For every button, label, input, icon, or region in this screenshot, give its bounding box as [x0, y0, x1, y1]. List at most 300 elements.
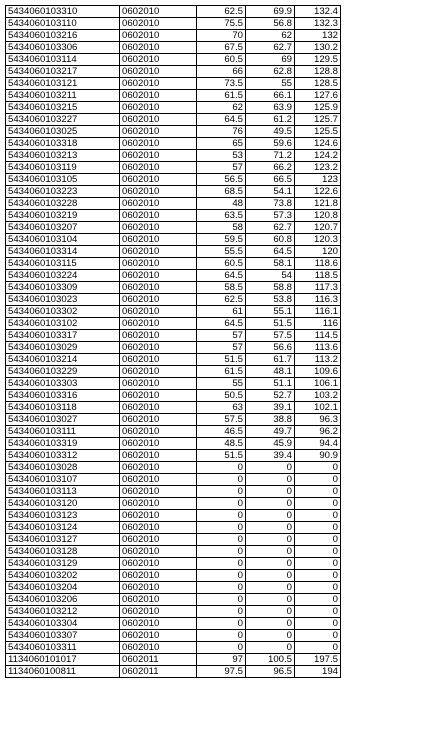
- score-a-cell: 0: [197, 522, 246, 534]
- table-row: [6, 18, 341, 30]
- table-row: [6, 606, 341, 618]
- student-id-cell: 5434060103023: [6, 294, 120, 306]
- student-id-cell: 5434060103227: [6, 114, 120, 126]
- table-row: [6, 522, 341, 534]
- total-cell: 117.3: [295, 282, 341, 294]
- student-id-cell: 5434060103303: [6, 378, 120, 390]
- table-row: [6, 330, 341, 342]
- table-row: [6, 630, 341, 642]
- score-b-cell: 96.5: [246, 666, 295, 678]
- student-id-cell: 5434060103317: [6, 330, 120, 342]
- table-row: [6, 114, 341, 126]
- total-cell: 0: [295, 630, 341, 642]
- score-a-cell: 57: [197, 330, 246, 342]
- student-id-cell: 5434060103304: [6, 618, 120, 630]
- code-cell: 0602010: [120, 486, 197, 498]
- score-a-cell: 0: [197, 558, 246, 570]
- score-b-cell: 62.7: [246, 222, 295, 234]
- table-row: [6, 294, 341, 306]
- score-b-cell: 56.8: [246, 18, 295, 30]
- table-row: [6, 162, 341, 174]
- total-cell: 125.5: [295, 126, 341, 138]
- total-cell: 0: [295, 510, 341, 522]
- score-a-cell: 64.5: [197, 318, 246, 330]
- student-id-cell: 5434060103115: [6, 258, 120, 270]
- code-cell: 0602010: [120, 138, 197, 150]
- table-row: [6, 42, 341, 54]
- score-a-cell: 70: [197, 30, 246, 42]
- table-row: [6, 462, 341, 474]
- score-a-cell: 48.5: [197, 438, 246, 450]
- total-cell: 194: [295, 666, 341, 678]
- score-b-cell: 62.7: [246, 42, 295, 54]
- table-row: [6, 582, 341, 594]
- table-row: [6, 534, 341, 546]
- total-cell: 0: [295, 618, 341, 630]
- table-row: [6, 654, 341, 666]
- score-a-cell: 60.5: [197, 54, 246, 66]
- table-row: [6, 510, 341, 522]
- code-cell: 0602010: [120, 330, 197, 342]
- score-b-cell: 59.6: [246, 138, 295, 150]
- score-a-cell: 64.5: [197, 270, 246, 282]
- score-a-cell: 63: [197, 402, 246, 414]
- total-cell: 128.5: [295, 78, 341, 90]
- student-id-cell: 5434060103129: [6, 558, 120, 570]
- table-row: [6, 138, 341, 150]
- student-id-cell: 5434060103120: [6, 498, 120, 510]
- score-a-cell: 51.5: [197, 450, 246, 462]
- score-a-cell: 61.5: [197, 366, 246, 378]
- total-cell: 197.5: [295, 654, 341, 666]
- score-b-cell: 54: [246, 270, 295, 282]
- total-cell: 120: [295, 246, 341, 258]
- student-id-cell: 5434060103217: [6, 66, 120, 78]
- code-cell: 0602010: [120, 282, 197, 294]
- table-row: [6, 270, 341, 282]
- code-cell: 0602010: [120, 126, 197, 138]
- code-cell: 0602011: [120, 666, 197, 678]
- total-cell: 132.3: [295, 18, 341, 30]
- score-b-cell: 0: [246, 594, 295, 606]
- code-cell: 0602010: [120, 426, 197, 438]
- score-a-cell: 58: [197, 222, 246, 234]
- student-id-cell: 5434060103123: [6, 510, 120, 522]
- table-row: [6, 306, 341, 318]
- total-cell: 116: [295, 318, 341, 330]
- code-cell: 0602010: [120, 30, 197, 42]
- score-a-cell: 61.5: [197, 90, 246, 102]
- table-row: [6, 642, 341, 654]
- total-cell: 0: [295, 486, 341, 498]
- score-b-cell: 69: [246, 54, 295, 66]
- score-b-cell: 52.7: [246, 390, 295, 402]
- score-b-cell: 54.1: [246, 186, 295, 198]
- score-a-cell: 46.5: [197, 426, 246, 438]
- score-a-cell: 57.5: [197, 414, 246, 426]
- score-table-body: [6, 6, 341, 678]
- code-cell: 0602010: [120, 402, 197, 414]
- student-id-cell: 5434060103312: [6, 450, 120, 462]
- score-b-cell: 69.9: [246, 6, 295, 18]
- table-row: [6, 366, 341, 378]
- code-cell: 0602010: [120, 234, 197, 246]
- student-id-cell: 5434060103219: [6, 210, 120, 222]
- table-row: [6, 558, 341, 570]
- table-row: [6, 390, 341, 402]
- table-row: [6, 246, 341, 258]
- score-b-cell: 0: [246, 510, 295, 522]
- total-cell: 0: [295, 594, 341, 606]
- table-row: [6, 258, 341, 270]
- table-row: [6, 378, 341, 390]
- score-a-cell: 56.5: [197, 174, 246, 186]
- student-id-cell: 5434060103302: [6, 306, 120, 318]
- student-id-cell: 5434060103027: [6, 414, 120, 426]
- score-b-cell: 49.5: [246, 126, 295, 138]
- student-id-cell: 5434060103029: [6, 342, 120, 354]
- table-row: [6, 450, 341, 462]
- student-id-cell: 1134060100811: [6, 666, 120, 678]
- score-a-cell: 0: [197, 582, 246, 594]
- student-id-cell: 5434060103314: [6, 246, 120, 258]
- code-cell: 0602010: [120, 342, 197, 354]
- score-b-cell: 0: [246, 618, 295, 630]
- score-a-cell: 50.5: [197, 390, 246, 402]
- score-a-cell: 57: [197, 342, 246, 354]
- student-id-cell: 5434060103211: [6, 90, 120, 102]
- code-cell: 0602010: [120, 546, 197, 558]
- student-id-cell: 5434060103110: [6, 18, 120, 30]
- score-b-cell: 71.2: [246, 150, 295, 162]
- student-id-cell: 5434060103113: [6, 486, 120, 498]
- score-b-cell: 73.8: [246, 198, 295, 210]
- code-cell: 0602010: [120, 42, 197, 54]
- total-cell: 128.8: [295, 66, 341, 78]
- score-b-cell: 0: [246, 522, 295, 534]
- code-cell: 0602010: [120, 498, 197, 510]
- total-cell: 0: [295, 498, 341, 510]
- score-b-cell: 0: [246, 570, 295, 582]
- score-a-cell: 62.5: [197, 294, 246, 306]
- score-a-cell: 68.5: [197, 186, 246, 198]
- score-table: [5, 5, 341, 678]
- table-row: [6, 282, 341, 294]
- code-cell: 0602010: [120, 474, 197, 486]
- student-id-cell: 5434060103207: [6, 222, 120, 234]
- score-a-cell: 0: [197, 534, 246, 546]
- code-cell: 0602010: [120, 162, 197, 174]
- student-id-cell: 5434060103204: [6, 582, 120, 594]
- total-cell: 118.5: [295, 270, 341, 282]
- table-row: [6, 438, 341, 450]
- table-row: [6, 174, 341, 186]
- score-a-cell: 66: [197, 66, 246, 78]
- score-a-cell: 0: [197, 546, 246, 558]
- student-id-cell: 5434060103107: [6, 474, 120, 486]
- total-cell: 120.7: [295, 222, 341, 234]
- student-id-cell: 5434060103105: [6, 174, 120, 186]
- score-b-cell: 0: [246, 558, 295, 570]
- student-id-cell: 5434060103119: [6, 162, 120, 174]
- code-cell: 0602010: [120, 78, 197, 90]
- code-cell: 0602010: [120, 150, 197, 162]
- table-row: [6, 30, 341, 42]
- total-cell: 124.2: [295, 150, 341, 162]
- total-cell: 96.3: [295, 414, 341, 426]
- table-row: [6, 198, 341, 210]
- table-row: [6, 126, 341, 138]
- score-a-cell: 0: [197, 462, 246, 474]
- student-id-cell: 5434060103025: [6, 126, 120, 138]
- table-row: [6, 150, 341, 162]
- total-cell: 0: [295, 558, 341, 570]
- table-row: [6, 54, 341, 66]
- score-b-cell: 62.8: [246, 66, 295, 78]
- student-id-cell: 5434060103127: [6, 534, 120, 546]
- score-a-cell: 55: [197, 378, 246, 390]
- student-id-cell: 5434060103223: [6, 186, 120, 198]
- code-cell: 0602010: [120, 102, 197, 114]
- score-a-cell: 0: [197, 570, 246, 582]
- total-cell: 132: [295, 30, 341, 42]
- score-b-cell: 39.4: [246, 450, 295, 462]
- score-a-cell: 75.5: [197, 18, 246, 30]
- score-b-cell: 62: [246, 30, 295, 42]
- score-b-cell: 61.2: [246, 114, 295, 126]
- student-id-cell: 5434060103102: [6, 318, 120, 330]
- student-id-cell: 5434060103216: [6, 30, 120, 42]
- table-row: [6, 222, 341, 234]
- score-a-cell: 55.5: [197, 246, 246, 258]
- total-cell: 123.2: [295, 162, 341, 174]
- score-b-cell: 64.5: [246, 246, 295, 258]
- student-id-cell: 5434060103319: [6, 438, 120, 450]
- score-b-cell: 48.1: [246, 366, 295, 378]
- table-row: [6, 78, 341, 90]
- total-cell: 118.6: [295, 258, 341, 270]
- total-cell: 116.3: [295, 294, 341, 306]
- score-a-cell: 48: [197, 198, 246, 210]
- score-b-cell: 0: [246, 486, 295, 498]
- score-a-cell: 57: [197, 162, 246, 174]
- score-b-cell: 0: [246, 546, 295, 558]
- table-row: [6, 498, 341, 510]
- code-cell: 0602010: [120, 570, 197, 582]
- score-a-cell: 65: [197, 138, 246, 150]
- score-b-cell: 56.6: [246, 342, 295, 354]
- score-b-cell: 51.5: [246, 318, 295, 330]
- student-id-cell: 5434060103229: [6, 366, 120, 378]
- code-cell: 0602010: [120, 54, 197, 66]
- code-cell: 0602010: [120, 18, 197, 30]
- score-a-cell: 59.5: [197, 234, 246, 246]
- score-b-cell: 66.1: [246, 90, 295, 102]
- student-id-cell: 5434060103124: [6, 522, 120, 534]
- code-cell: 0602010: [120, 510, 197, 522]
- total-cell: 96.2: [295, 426, 341, 438]
- score-a-cell: 60.5: [197, 258, 246, 270]
- code-cell: 0602010: [120, 246, 197, 258]
- table-row: [6, 318, 341, 330]
- score-b-cell: 58.1: [246, 258, 295, 270]
- score-b-cell: 57.5: [246, 330, 295, 342]
- score-b-cell: 0: [246, 474, 295, 486]
- total-cell: 125.9: [295, 102, 341, 114]
- total-cell: 132.4: [295, 6, 341, 18]
- total-cell: 102.1: [295, 402, 341, 414]
- code-cell: 0602010: [120, 222, 197, 234]
- score-b-cell: 39.1: [246, 402, 295, 414]
- code-cell: 0602010: [120, 534, 197, 546]
- code-cell: 0602010: [120, 114, 197, 126]
- table-row: [6, 210, 341, 222]
- total-cell: 109.6: [295, 366, 341, 378]
- table-row: [6, 66, 341, 78]
- score-b-cell: 0: [246, 642, 295, 654]
- score-b-cell: 100.5: [246, 654, 295, 666]
- score-b-cell: 63.9: [246, 102, 295, 114]
- code-cell: 0602010: [120, 522, 197, 534]
- table-row: [6, 402, 341, 414]
- score-a-cell: 51.5: [197, 354, 246, 366]
- score-a-cell: 0: [197, 618, 246, 630]
- score-b-cell: 53.8: [246, 294, 295, 306]
- score-b-cell: 60.8: [246, 234, 295, 246]
- score-b-cell: 0: [246, 498, 295, 510]
- student-id-cell: 5434060103202: [6, 570, 120, 582]
- total-cell: 90.9: [295, 450, 341, 462]
- total-cell: 0: [295, 582, 341, 594]
- code-cell: 0602010: [120, 354, 197, 366]
- score-a-cell: 0: [197, 606, 246, 618]
- student-id-cell: 5434060103224: [6, 270, 120, 282]
- score-b-cell: 66.5: [246, 174, 295, 186]
- table-row: [6, 6, 341, 18]
- score-b-cell: 0: [246, 534, 295, 546]
- code-cell: 0602010: [120, 594, 197, 606]
- table-row: [6, 486, 341, 498]
- total-cell: 120.8: [295, 210, 341, 222]
- total-cell: 0: [295, 474, 341, 486]
- student-id-cell: 5434060103128: [6, 546, 120, 558]
- student-id-cell: 5434060103118: [6, 402, 120, 414]
- code-cell: 0602010: [120, 258, 197, 270]
- table-row: [6, 666, 341, 678]
- student-id-cell: 5434060103121: [6, 78, 120, 90]
- table-row: [6, 90, 341, 102]
- student-id-cell: 5434060103306: [6, 42, 120, 54]
- score-a-cell: 0: [197, 630, 246, 642]
- score-b-cell: 0: [246, 462, 295, 474]
- score-b-cell: 38.8: [246, 414, 295, 426]
- score-a-cell: 0: [197, 642, 246, 654]
- score-b-cell: 45.9: [246, 438, 295, 450]
- score-b-cell: 66.2: [246, 162, 295, 174]
- score-a-cell: 64.5: [197, 114, 246, 126]
- score-b-cell: 61.7: [246, 354, 295, 366]
- total-cell: 121.8: [295, 198, 341, 210]
- student-id-cell: 5434060103104: [6, 234, 120, 246]
- student-id-cell: 5434060103114: [6, 54, 120, 66]
- score-b-cell: 57.3: [246, 210, 295, 222]
- score-b-cell: 0: [246, 582, 295, 594]
- score-a-cell: 73.5: [197, 78, 246, 90]
- score-b-cell: 55.1: [246, 306, 295, 318]
- total-cell: 0: [295, 606, 341, 618]
- code-cell: 0602010: [120, 306, 197, 318]
- score-b-cell: 0: [246, 606, 295, 618]
- total-cell: 127.6: [295, 90, 341, 102]
- total-cell: 0: [295, 546, 341, 558]
- total-cell: 125.7: [295, 114, 341, 126]
- student-id-cell: 5434060103310: [6, 6, 120, 18]
- total-cell: 123: [295, 174, 341, 186]
- code-cell: 0602010: [120, 390, 197, 402]
- code-cell: 0602010: [120, 438, 197, 450]
- score-a-cell: 61: [197, 306, 246, 318]
- score-a-cell: 0: [197, 486, 246, 498]
- table-row: [6, 474, 341, 486]
- student-id-cell: 5434060103214: [6, 354, 120, 366]
- total-cell: 103.2: [295, 390, 341, 402]
- score-b-cell: 0: [246, 630, 295, 642]
- total-cell: 0: [295, 570, 341, 582]
- score-a-cell: 0: [197, 498, 246, 510]
- total-cell: 116.1: [295, 306, 341, 318]
- score-a-cell: 0: [197, 594, 246, 606]
- total-cell: 124.6: [295, 138, 341, 150]
- score-b-cell: 49.7: [246, 426, 295, 438]
- total-cell: 120.3: [295, 234, 341, 246]
- code-cell: 0602010: [120, 174, 197, 186]
- code-cell: 0602010: [120, 294, 197, 306]
- table-row: [6, 546, 341, 558]
- code-cell: 0602010: [120, 462, 197, 474]
- score-a-cell: 67.5: [197, 42, 246, 54]
- code-cell: 0602010: [120, 558, 197, 570]
- table-row: [6, 570, 341, 582]
- code-cell: 0602010: [120, 630, 197, 642]
- student-id-cell: 5434060103318: [6, 138, 120, 150]
- code-cell: 0602010: [120, 366, 197, 378]
- code-cell: 0602010: [120, 606, 197, 618]
- code-cell: 0602010: [120, 582, 197, 594]
- student-id-cell: 1134060101017: [6, 654, 120, 666]
- code-cell: 0602010: [120, 378, 197, 390]
- code-cell: 0602010: [120, 450, 197, 462]
- score-b-cell: 51.1: [246, 378, 295, 390]
- total-cell: 0: [295, 534, 341, 546]
- code-cell: 0602010: [120, 6, 197, 18]
- student-id-cell: 5434060103111: [6, 426, 120, 438]
- score-a-cell: 58.5: [197, 282, 246, 294]
- table-row: [6, 234, 341, 246]
- table-row: [6, 342, 341, 354]
- student-id-cell: 5434060103028: [6, 462, 120, 474]
- table-row: [6, 354, 341, 366]
- score-a-cell: 62: [197, 102, 246, 114]
- total-cell: 114.5: [295, 330, 341, 342]
- total-cell: 113.6: [295, 342, 341, 354]
- code-cell: 0602010: [120, 642, 197, 654]
- student-id-cell: 5434060103228: [6, 198, 120, 210]
- code-cell: 0602010: [120, 90, 197, 102]
- total-cell: 0: [295, 522, 341, 534]
- score-b-cell: 55: [246, 78, 295, 90]
- code-cell: 0602010: [120, 198, 197, 210]
- total-cell: 129.5: [295, 54, 341, 66]
